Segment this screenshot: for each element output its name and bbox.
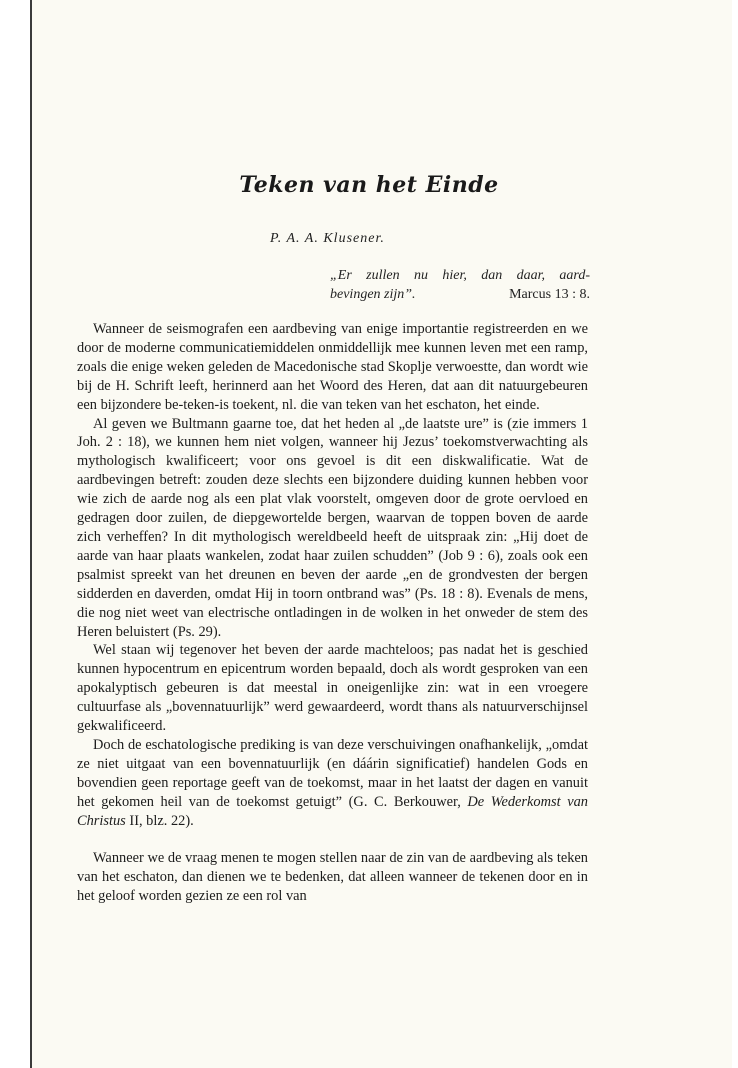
paragraph: Wanneer de seismografen een aardbeving van enige importantie registreerden en we door de moderne communicatiemiddelen onmiddellijk mee kunnen leven met een ramp, zoals die enige weken geleden de Macedonische stad Skoplje verwoestte, dan wordt wie bij de H. Schrift leeft, herinnerd aan het Woord des Heren, dat aan dit natuurgebeuren een bijzondere be-teken-is toekent, nl. die van teken van het eschaton, het einde. [77, 321, 588, 413]
paragraph: Al geven we Bultmann gaarne toe, dat het heden al „de laatste ure” is (zie immers 1 Joh. 2 : 18), we kunnen hem niet volgen, wanneer hij Jezus’ toekomstverwachting als mythologisch kwalificeert; voor ons gevoel is dit een diskwalificatie. Wat de aardbevingen betreft: zouden deze slechts een bijzondere duiding kunnen hebben voor wie zich de aarde nog als een plat vlak voorstelt, omgeven door de grote oervloed en gedragen door zuilen, de diepgewortelde bergen, waarvan de toppen boven de aarde zich verheffen? In dit mythologisch wereldbeeld heeft de uitspraak zin: „Hij doet de aarde van haar plaats wankelen, zodat haar zuilen schudden” (Job 9 : 6), zoals ook een psalmist spreekt van het dreunen en beven der aarde „en de grondvesten der bergen sidderden en daverden, omdat Hij in toorn ontbrand was” (Ps. 18 : 8). Evenals de mens, die nog niet weet van electrische ontladingen in de wolken in het onweder de stem des Heren beluistert (Ps. 29). [77, 415, 588, 640]
author-name: P. A. A. Klusener. [270, 231, 385, 246]
epigraph-reference: Marcus 13 : 8. [509, 287, 590, 302]
paragraph-text: Doch de eschatologische prediking is van deze verschuivingen onafhankelijk, „omdat ze niet uitgaat van een bovennatuurlijk (en dáárin significatief) handelen Gods en bovendien geen reportage geeft van de toekomst, maar in het laatst der dagen en vanuit het gekomen heil van de toekomst getuigt” (G. C. Berkouwer, [77, 736, 588, 810]
article-title: Teken van het Einde [239, 172, 499, 198]
paragraph: Wel staan wij tegenover het beven der aarde machteloos; pas nadat het is geschied kunnen hypocentrum en epicentrum worden bepaald, doch als wordt gesproken van een apokalyptisch gebeuren is dat meestal in oneigenlijke zin: wat in een vroegere cultuurfase als „bovennatuurlijk” werd gewaardeerd, wordt thans als natuurverschijnsel gekwalificeerd. [77, 642, 588, 735]
article-body [77, 320, 588, 906]
epigraph-quote-line1: „Er zullen nu hier, dan daar, aard- [330, 268, 590, 283]
epigraph [330, 266, 590, 304]
book-title: De Wederkomst van Christus [77, 793, 588, 829]
epigraph-quote-line2: bevingen zijn”. [330, 287, 416, 302]
epigraph-line2 [330, 285, 590, 304]
citation-end: II, blz. 22). [129, 812, 194, 829]
paragraph: Wanneer we de vraag menen te mogen stellen naar de zin van de aardbeving als teken van het eschaton, dan dienen we te bedenken, dat alleen wanneer de tekenen door en in het geloof worden gezien ze een rol van [77, 850, 588, 905]
paragraph-with-citation [77, 736, 588, 831]
